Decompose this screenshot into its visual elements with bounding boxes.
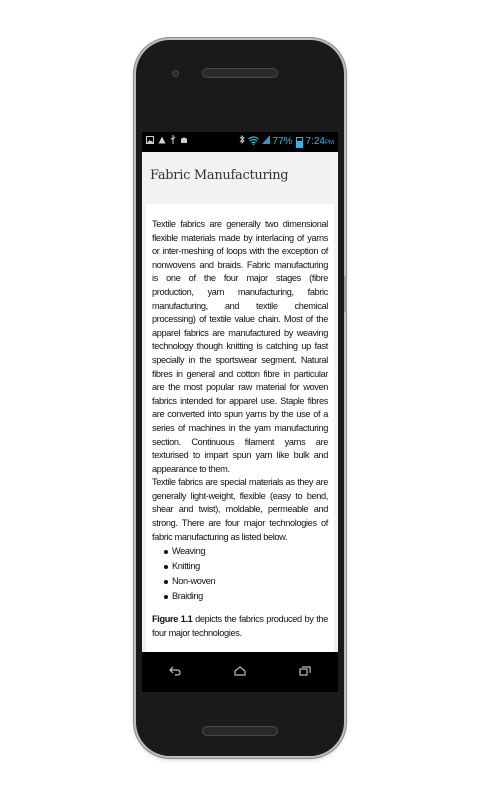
battery-percent: 77% [272,136,293,147]
battery-icon [296,137,303,148]
screen [142,132,338,692]
page-title: Fabric Manufacturing [150,168,289,183]
list-item-label: Knitting [172,560,200,571]
navigation-bar [142,652,338,692]
app-content [142,152,338,652]
document-page[interactable] [146,204,334,652]
document-text [152,218,328,640]
phone-frame [136,40,344,756]
list-item [164,574,328,589]
bullet-icon [164,550,168,554]
status-bar [142,132,338,152]
list-item-label: Braiding [172,590,203,601]
bullet-icon [164,595,168,599]
paragraph-2: Textile fabrics are special materials as they are generally light-weight, flexible (easy to bend, shear and twist), moldable, permeable and strong. There are four major technologies of fabric manufacturing as listed below. [152,477,328,542]
home-icon [234,663,246,681]
list-item [164,589,328,604]
status-right-icons [239,132,334,152]
warning-icon [158,132,166,152]
recents-icon [299,663,311,681]
bluetooth-icon [239,132,245,152]
top-speaker [202,68,278,78]
bullet-icon [164,580,168,584]
technology-list [152,544,328,604]
front-camera [172,70,179,77]
list-item-label: Non-woven [172,575,216,586]
side-button [344,276,347,312]
clock-ampm: PM [325,139,334,146]
list-item [164,559,328,574]
back-icon [169,663,181,681]
android-icon [180,132,188,152]
bullet-icon [164,565,168,569]
figure-reference: Figure 1.1 [152,614,193,625]
clock [306,132,334,153]
wifi-icon [248,132,259,152]
bottom-speaker [202,726,278,736]
figure-reference-paragraph [152,613,328,640]
recents-button[interactable] [290,662,320,682]
signal-icon [262,132,270,152]
clock-time: 7:24 [305,135,325,147]
list-item [164,544,328,559]
status-left-icons [146,132,188,152]
image-icon [146,132,154,152]
home-button[interactable] [225,662,255,682]
figure-text: depicts the fabrics produced by the four major technologies. [152,614,328,638]
back-button[interactable] [160,662,190,682]
usb-icon [170,132,176,152]
list-item-label: Weaving [172,545,206,556]
paragraph-1: Textile fabrics are generally two dimensional flexible materials made by interlacing of yarns or inter-meshing of loops with the exception of nonwovens and braids. Fabric manufacturing is one of the four major stages (fibre production, yarn manufacturing, fabric manufacturing, and textile chemical processing) of textile value chain. Most of the apparel fabrics are manufactured by weaving technology though knitting is catching up fast specially in the sportswear segment. Natural fibres in general and cotton fibre in particular are the most popular raw material for woven fabrics intended for apparel use. Staple fibres are converted into spun yarns by the use of a series of machines in the yarn manufacturing section. Continuous filament yarns are texturised to impart spun yarn like bulk and appearance to them. [152,219,328,474]
